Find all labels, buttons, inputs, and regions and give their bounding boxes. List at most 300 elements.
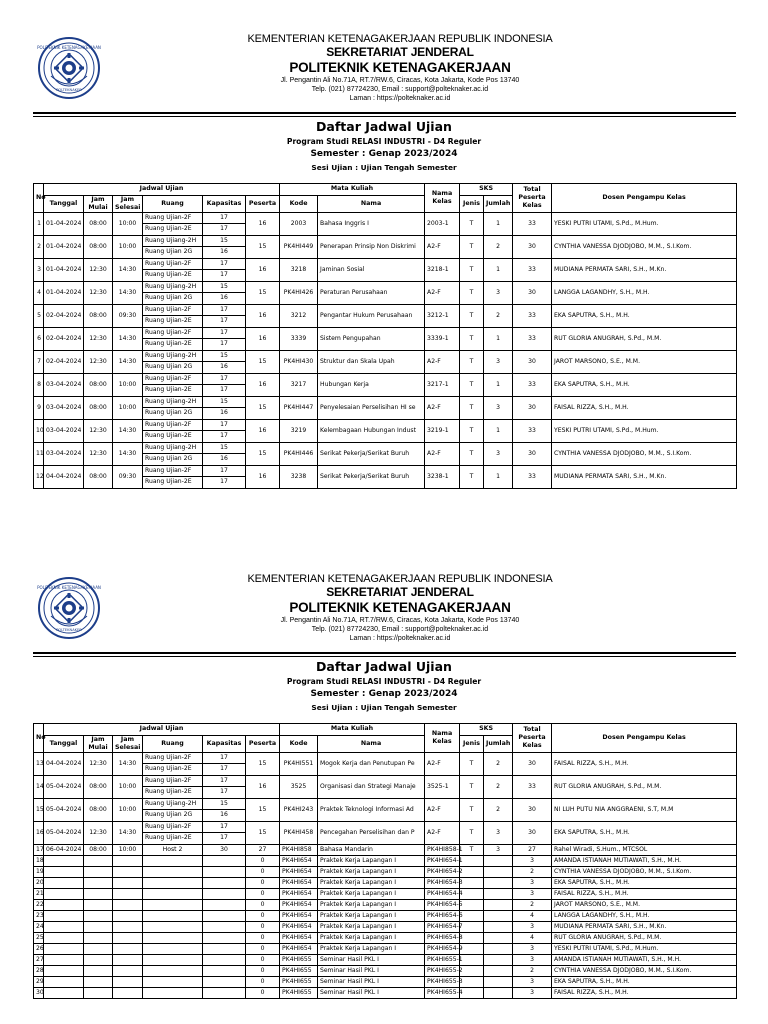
end-time: 10:00 xyxy=(113,235,143,258)
class-name: PK4HI654-3 xyxy=(425,877,460,888)
col-group-jadwal: Jadwal Ujian xyxy=(44,724,280,736)
participants: 0 xyxy=(246,888,280,899)
capacity: 17 xyxy=(203,764,246,776)
exam-date xyxy=(44,954,84,965)
exam-date xyxy=(44,987,84,998)
letterhead-text xyxy=(170,573,630,643)
total-participants: 33 xyxy=(513,465,552,488)
sks-amount xyxy=(484,932,513,943)
website: Laman : https://polteknaker.ac.id xyxy=(349,95,451,102)
course-code: PK4HI447 xyxy=(280,396,318,419)
room: Ruang Ujian-2F xyxy=(143,304,203,316)
sks-type: T xyxy=(460,775,484,798)
exam-date xyxy=(44,866,84,877)
capacity xyxy=(203,943,246,954)
room: Ruang Ujian-2E xyxy=(143,431,203,443)
total-participants: 4 xyxy=(513,910,552,921)
row-number: 27 xyxy=(34,954,44,965)
room xyxy=(143,899,203,910)
course-name: Penyelesaian Perselisihan HI se xyxy=(318,396,425,419)
sks-type: T xyxy=(460,212,484,235)
table-row xyxy=(34,888,737,899)
start-time: 12:30 xyxy=(84,821,113,844)
exam-date: 01-04-2024 xyxy=(44,258,84,281)
start-time xyxy=(84,866,113,877)
course-code: 3218 xyxy=(280,258,318,281)
start-time xyxy=(84,899,113,910)
end-time xyxy=(113,932,143,943)
sks-type xyxy=(460,943,484,954)
sks-amount xyxy=(484,965,513,976)
course-code: PK4HI654 xyxy=(280,877,318,888)
course-code: PK4HI449 xyxy=(280,235,318,258)
class-name: A2-F xyxy=(425,442,460,465)
row-number: 11 xyxy=(34,442,44,465)
table-row xyxy=(34,866,737,877)
start-time: 12:30 xyxy=(84,327,113,350)
course-code: PK4HI654 xyxy=(280,943,318,954)
room: Ruang Ujian-2F xyxy=(143,419,203,431)
svg-text:POLITEKNIK KETENAGAKERJAAN: POLITEKNIK KETENAGAKERJAAN xyxy=(37,585,101,590)
ministry-name: KEMENTERIAN KETENAGAKERJAAN REPUBLIK INDONESIA xyxy=(247,573,553,585)
course-name: Praktek Kerja Lapangan I xyxy=(318,910,425,921)
lecturer: MUDIANA PERMATA SARI, S.H., M.Kn. xyxy=(552,465,737,488)
participants: 16 xyxy=(246,304,280,327)
sks-type: T xyxy=(460,350,484,373)
lecturer: RUT GLORIA ANUGRAH, S.Pd., M.M. xyxy=(552,775,737,798)
sks-amount xyxy=(484,954,513,965)
capacity xyxy=(203,855,246,866)
exam-date: 05-04-2024 xyxy=(44,798,84,821)
room: Ruang Ujian 2G xyxy=(143,810,203,822)
table-row xyxy=(34,910,737,921)
room: Ruang Ujian 2G xyxy=(143,362,203,374)
start-time xyxy=(84,965,113,976)
sks-amount xyxy=(484,976,513,987)
table-row xyxy=(34,899,737,910)
end-time: 10:00 xyxy=(113,798,143,821)
start-time: 08:00 xyxy=(84,373,113,396)
class-name: PK4HI654-8 xyxy=(425,932,460,943)
lecturer: RUT GLORIA ANUGRAH, S.Pd., M.M. xyxy=(552,327,737,350)
row-number: 21 xyxy=(34,888,44,899)
lecturer: NI LUH PUTU NIA ANGGRAENI, S.T, M.M xyxy=(552,798,737,821)
sks-type: T xyxy=(460,844,484,855)
course-name: Sistem Pengupahan xyxy=(318,327,425,350)
col-dosen: Dosen Pengampu Kelas xyxy=(552,184,737,213)
course-code: PK4HI654 xyxy=(280,910,318,921)
total-participants: 3 xyxy=(513,954,552,965)
col-jenis: Jenis xyxy=(460,735,484,752)
room: Ruang Ujian-2E xyxy=(143,385,203,397)
sks-amount xyxy=(484,855,513,866)
class-name: 3238-1 xyxy=(425,465,460,488)
capacity xyxy=(203,965,246,976)
room xyxy=(143,888,203,899)
class-name: A2-F xyxy=(425,235,460,258)
row-number: 26 xyxy=(34,943,44,954)
col-no: No xyxy=(34,184,44,213)
capacity: 17 xyxy=(203,316,246,328)
table-row xyxy=(34,304,737,316)
start-time: 08:00 xyxy=(84,304,113,327)
class-name: A2-F xyxy=(425,752,460,775)
capacity: 17 xyxy=(203,419,246,431)
course-name: Seminar Hasil PKL I xyxy=(318,976,425,987)
start-time xyxy=(84,855,113,866)
participants: 0 xyxy=(246,866,280,877)
table-row xyxy=(34,921,737,932)
end-time xyxy=(113,855,143,866)
col-group-jadwal: Jadwal Ujian xyxy=(44,184,280,196)
class-name: PK4HI858-1 xyxy=(425,844,460,855)
total-participants: 30 xyxy=(513,752,552,775)
schedule-page-2 xyxy=(0,562,768,996)
course-code: PK4HI654 xyxy=(280,932,318,943)
exam-date xyxy=(44,910,84,921)
room xyxy=(143,866,203,877)
letterhead xyxy=(0,562,768,644)
capacity: 17 xyxy=(203,465,246,477)
sks-amount xyxy=(484,866,513,877)
sks-type xyxy=(460,965,484,976)
capacity: 15 xyxy=(203,442,246,454)
start-time xyxy=(84,987,113,998)
capacity: 17 xyxy=(203,821,246,833)
course-name: Seminar Hasil PKL I xyxy=(318,965,425,976)
participants: 15 xyxy=(246,442,280,465)
course-code: PK4HI243 xyxy=(280,798,318,821)
course-code: PK4HI654 xyxy=(280,899,318,910)
sks-type: T xyxy=(460,821,484,844)
sks-type: T xyxy=(460,327,484,350)
class-name: 3217-1 xyxy=(425,373,460,396)
divider-thin xyxy=(33,116,736,117)
svg-text:POLTEKNAKER: POLTEKNAKER xyxy=(56,628,82,632)
start-time xyxy=(84,976,113,987)
total-participants: 33 xyxy=(513,775,552,798)
total-participants: 2 xyxy=(513,866,552,877)
class-name: A2-F xyxy=(425,821,460,844)
lecturer: CYNTHIA VANESSA DJODJOBO, M.M., S.I.Kom. xyxy=(552,965,737,976)
exam-date: 02-04-2024 xyxy=(44,304,84,327)
course-code: PK4HI655 xyxy=(280,976,318,987)
table-row xyxy=(34,976,737,987)
program-label: Program Studi RELASI INDUSTRI - D4 Reguler xyxy=(286,137,482,146)
col-kapasitas: Kapasitas xyxy=(203,735,246,752)
capacity: 17 xyxy=(203,258,246,270)
lecturer: LANGGA LAGANDHY, S.H., M.H. xyxy=(552,281,737,304)
end-time xyxy=(113,921,143,932)
row-number: 5 xyxy=(34,304,44,327)
capacity: 16 xyxy=(203,362,246,374)
end-time: 14:30 xyxy=(113,281,143,304)
table-row xyxy=(34,396,737,408)
row-number: 28 xyxy=(34,965,44,976)
lecturer: YESKI PUTRI UTAMI, S.Pd., M.Hum. xyxy=(552,943,737,954)
participants: 0 xyxy=(246,921,280,932)
end-time: 14:30 xyxy=(113,327,143,350)
capacity xyxy=(203,987,246,998)
total-participants: 27 xyxy=(513,844,552,855)
col-jumlah: Jumlah xyxy=(484,195,513,212)
col-kode: Kode xyxy=(280,735,318,752)
end-time: 09:30 xyxy=(113,465,143,488)
col-group-sks: SKS xyxy=(460,724,513,736)
participants: 0 xyxy=(246,987,280,998)
exam-date: 02-04-2024 xyxy=(44,350,84,373)
row-number: 3 xyxy=(34,258,44,281)
sks-amount xyxy=(484,888,513,899)
room: Ruang Ujian-2F xyxy=(143,775,203,787)
participants: 0 xyxy=(246,932,280,943)
participants: 15 xyxy=(246,821,280,844)
end-time xyxy=(113,943,143,954)
capacity: 16 xyxy=(203,810,246,822)
course-code: 3217 xyxy=(280,373,318,396)
end-time: 14:30 xyxy=(113,350,143,373)
schedule-page-1 xyxy=(0,22,768,486)
room: Ruang Ujian 2G xyxy=(143,247,203,259)
participants: 15 xyxy=(246,235,280,258)
col-peserta: Peserta xyxy=(246,195,280,212)
row-number: 9 xyxy=(34,396,44,419)
col-tanggal: Tanggal xyxy=(44,195,84,212)
capacity xyxy=(203,888,246,899)
course-code: 3219 xyxy=(280,419,318,442)
sks-type xyxy=(460,877,484,888)
sks-amount xyxy=(484,910,513,921)
room xyxy=(143,877,203,888)
start-time xyxy=(84,932,113,943)
contact: Telp. (021) 87724230, Email : support@polteknaker.ac.id xyxy=(311,626,489,633)
exam-date: 01-04-2024 xyxy=(44,235,84,258)
document-titles xyxy=(0,658,768,713)
end-time: 10:00 xyxy=(113,212,143,235)
start-time: 12:30 xyxy=(84,419,113,442)
class-name: PK4HI654-5 xyxy=(425,899,460,910)
sks-amount: 1 xyxy=(484,327,513,350)
exam-date xyxy=(44,976,84,987)
capacity xyxy=(203,976,246,987)
start-time: 08:00 xyxy=(84,235,113,258)
course-name: Penerapan Prinsip Non Diskrimi xyxy=(318,235,425,258)
table-row xyxy=(34,954,737,965)
exam-date xyxy=(44,965,84,976)
sks-type: T xyxy=(460,281,484,304)
course-code: PK4HI654 xyxy=(280,888,318,899)
row-number: 22 xyxy=(34,899,44,910)
table-row xyxy=(34,419,737,431)
table-row xyxy=(34,258,737,270)
room: Ruang Ujian-2F xyxy=(143,258,203,270)
sks-amount: 1 xyxy=(484,258,513,281)
exam-schedule-table xyxy=(33,723,737,999)
sks-type: T xyxy=(460,752,484,775)
row-number: 8 xyxy=(34,373,44,396)
room: Ruang Ujian 2G xyxy=(143,454,203,466)
col-nama: Nama xyxy=(318,735,425,752)
course-name: Praktek Teknologi Informasi Ad xyxy=(318,798,425,821)
sks-amount xyxy=(484,899,513,910)
row-number: 13 xyxy=(34,752,44,775)
table-row xyxy=(34,442,737,454)
total-participants: 3 xyxy=(513,943,552,954)
sks-type xyxy=(460,910,484,921)
table-row xyxy=(34,932,737,943)
capacity: 17 xyxy=(203,787,246,799)
lecturer: FAISAL RIZZA, S.H., M.H. xyxy=(552,396,737,419)
end-time xyxy=(113,954,143,965)
exam-date: 03-04-2024 xyxy=(44,373,84,396)
course-code: PK4HI426 xyxy=(280,281,318,304)
lecturer: CYNTHIA VANESSA DJODJOBO, M.M., S.I.Kom. xyxy=(552,235,737,258)
room: Ruang Ujian-2F xyxy=(143,373,203,385)
course-name: Jaminan Sosial xyxy=(318,258,425,281)
start-time: 12:30 xyxy=(84,258,113,281)
course-name: Mogok Kerja dan Penutupan Pe xyxy=(318,752,425,775)
col-jam-mulai: Jam Mulai xyxy=(84,735,113,752)
course-code: PK4HI654 xyxy=(280,855,318,866)
capacity xyxy=(203,932,246,943)
capacity: 17 xyxy=(203,373,246,385)
room xyxy=(143,855,203,866)
sks-amount: 1 xyxy=(484,212,513,235)
class-name: 3218-1 xyxy=(425,258,460,281)
lecturer: CYNTHIA VANESSA DJODJOBO, M.M., S.I.Kom. xyxy=(552,866,737,877)
sks-type: T xyxy=(460,465,484,488)
lecturer: JAROT MARSONO, S.E., M.M. xyxy=(552,350,737,373)
sks-amount: 1 xyxy=(484,373,513,396)
room: Ruang Ujiang-2H xyxy=(143,442,203,454)
table-row xyxy=(34,327,737,339)
row-number: 20 xyxy=(34,877,44,888)
class-name: PK4HI655-2 xyxy=(425,965,460,976)
divider-thick xyxy=(33,112,736,114)
total-participants: 33 xyxy=(513,212,552,235)
lecturer: FAISAL RIZZA, S.H., M.H. xyxy=(552,888,737,899)
participants: 16 xyxy=(246,465,280,488)
class-name: PK4HI655-1 xyxy=(425,954,460,965)
room: Ruang Ujian-2F xyxy=(143,327,203,339)
end-time: 14:30 xyxy=(113,752,143,775)
col-tanggal: Tanggal xyxy=(44,735,84,752)
col-jam-selesai: Jam Selesai xyxy=(113,195,143,212)
sks-amount: 3 xyxy=(484,281,513,304)
lecturer: FAISAL RIZZA, S.H., M.H. xyxy=(552,987,737,998)
exam-date xyxy=(44,921,84,932)
col-group-sks: SKS xyxy=(460,184,513,196)
total-participants: 3 xyxy=(513,921,552,932)
col-jam-mulai: Jam Mulai xyxy=(84,195,113,212)
participants: 0 xyxy=(246,899,280,910)
start-time: 12:30 xyxy=(84,350,113,373)
row-number: 7 xyxy=(34,350,44,373)
contact: Telp. (021) 87724230, Email : support@polteknaker.ac.id xyxy=(311,86,489,93)
lecturer: EKA SAPUTRA, S.H., M.H. xyxy=(552,373,737,396)
course-name: Praktek Kerja Lapangan I xyxy=(318,921,425,932)
capacity xyxy=(203,910,246,921)
total-participants: 33 xyxy=(513,373,552,396)
sks-type xyxy=(460,855,484,866)
capacity xyxy=(203,877,246,888)
col-jam-selesai: Jam Selesai xyxy=(113,735,143,752)
sks-amount: 3 xyxy=(484,821,513,844)
row-number: 15 xyxy=(34,798,44,821)
table-row xyxy=(34,798,737,810)
total-participants: 30 xyxy=(513,442,552,465)
course-code: PK4HI655 xyxy=(280,965,318,976)
course-name: Struktur dan Skala Upah xyxy=(318,350,425,373)
course-name: Seminar Hasil PKL I xyxy=(318,954,425,965)
row-number: 2 xyxy=(34,235,44,258)
col-jumlah: Jumlah xyxy=(484,735,513,752)
participants: 0 xyxy=(246,910,280,921)
capacity xyxy=(203,899,246,910)
room: Ruang Ujiang-2H xyxy=(143,350,203,362)
sks-amount: 2 xyxy=(484,775,513,798)
end-time: 14:30 xyxy=(113,821,143,844)
class-name: PK4HI655-3 xyxy=(425,976,460,987)
course-name: Pengantar Hukum Perusahaan xyxy=(318,304,425,327)
col-ruang: Ruang xyxy=(143,735,203,752)
exam-date xyxy=(44,855,84,866)
sks-type xyxy=(460,921,484,932)
class-name: PK4HI654-9 xyxy=(425,943,460,954)
exam-date: 05-04-2024 xyxy=(44,775,84,798)
end-time: 10:00 xyxy=(113,844,143,855)
capacity: 17 xyxy=(203,477,246,489)
sks-type xyxy=(460,866,484,877)
capacity: 17 xyxy=(203,775,246,787)
capacity: 16 xyxy=(203,454,246,466)
course-code: PK4HI458 xyxy=(280,821,318,844)
room: Ruang Ujian-2E xyxy=(143,224,203,236)
lecturer: FAISAL RIZZA, S.H., M.H. xyxy=(552,752,737,775)
table-row xyxy=(34,350,737,362)
sks-type xyxy=(460,987,484,998)
lecturer: EKA SAPUTRA, S.H., M.H. xyxy=(552,304,737,327)
capacity: 17 xyxy=(203,304,246,316)
room: Ruang Ujiang-2H xyxy=(143,798,203,810)
sks-amount: 2 xyxy=(484,304,513,327)
end-time xyxy=(113,976,143,987)
room xyxy=(143,932,203,943)
lecturer: Rahel Wiradi, S.Hum., MTCSOL xyxy=(552,844,737,855)
table-row xyxy=(34,943,737,954)
participants: 0 xyxy=(246,965,280,976)
col-ruang: Ruang xyxy=(143,195,203,212)
end-time: 10:00 xyxy=(113,396,143,419)
course-code: PK4HI446 xyxy=(280,442,318,465)
course-code: 3339 xyxy=(280,327,318,350)
class-name: PK4HI655-4 xyxy=(425,987,460,998)
class-name: A2-F xyxy=(425,396,460,419)
course-code: 3238 xyxy=(280,465,318,488)
room: Ruang Ujian-2E xyxy=(143,316,203,328)
start-time xyxy=(84,877,113,888)
class-name: 3219-1 xyxy=(425,419,460,442)
course-code: 3525 xyxy=(280,775,318,798)
total-participants: 30 xyxy=(513,798,552,821)
table-row xyxy=(34,752,737,764)
sks-amount: 2 xyxy=(484,798,513,821)
lecturer: YESKI PUTRI UTAMI, S.Pd., M.Hum. xyxy=(552,212,737,235)
lecturer: MUDIANA PERMATA SARI, S.H., M.Kn. xyxy=(552,921,737,932)
total-participants: 30 xyxy=(513,281,552,304)
sks-type: T xyxy=(460,304,484,327)
table-row xyxy=(34,235,737,247)
